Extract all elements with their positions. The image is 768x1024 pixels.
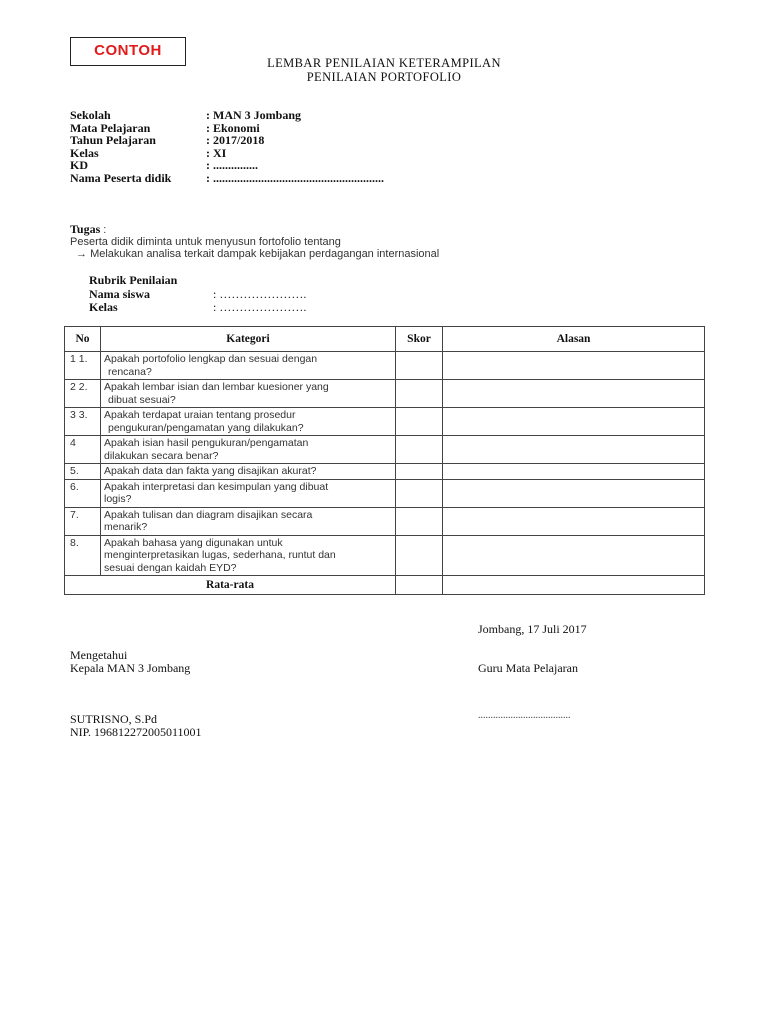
table-row — [65, 380, 705, 408]
row-kategori — [101, 436, 396, 464]
document-title-line2: PENILAIAN PORTOFOLIO — [306, 70, 462, 84]
info-row-tahun — [70, 134, 384, 147]
contoh-stamp: CONTOH — [70, 37, 186, 66]
kategori-line: menarik? — [104, 521, 148, 533]
mengetahui-label: Mengetahui — [70, 648, 128, 662]
kepala-title: Kepala MAN 3 Jombang — [70, 661, 191, 675]
row-skor-cell[interactable] — [396, 352, 443, 380]
row-kategori — [101, 380, 396, 408]
row-kategori — [101, 352, 396, 380]
info-value: : ............... — [206, 158, 258, 172]
table-row — [65, 464, 705, 480]
rubrik-kelas-value: : …………………. — [213, 300, 307, 314]
row-alasan-cell[interactable] — [443, 535, 705, 576]
tugas-item-text: Melakukan analisa terkait dampak kebijakan perdagangan internasional — [90, 248, 440, 260]
row-alasan-cell[interactable] — [443, 479, 705, 507]
table-row — [65, 436, 705, 464]
row-skor-cell[interactable] — [396, 436, 443, 464]
info-row-kd — [70, 159, 384, 172]
row-no: 3 3. — [65, 408, 101, 436]
tugas-colon: : — [100, 224, 107, 236]
kategori-line: rencana? — [108, 365, 152, 378]
row-kategori — [101, 507, 396, 535]
row-alasan-cell[interactable] — [443, 352, 705, 380]
header-kategori: Kategori — [101, 327, 396, 352]
row-alasan-cell[interactable] — [443, 380, 705, 408]
tugas-text: Peserta didik diminta untuk menyusun fortofolio tentang — [70, 236, 341, 248]
rata-rata-skor-cell[interactable] — [396, 576, 443, 595]
info-row-sekolah — [70, 109, 384, 122]
info-row-nama — [70, 172, 384, 185]
kepala-name: SUTRISNO, S.Pd — [70, 712, 158, 726]
row-alasan-cell[interactable] — [443, 408, 705, 436]
tugas-item — [76, 248, 439, 260]
info-label: Nama Peserta didik — [70, 170, 172, 185]
info-label: Sekolah — [70, 108, 111, 122]
kategori-line: dilakukan secara benar? — [104, 449, 219, 462]
guru-title: Guru Mata Pelajaran — [478, 661, 578, 675]
row-kategori — [101, 464, 396, 480]
kepala-nip: NIP. 196812272005011001 — [70, 725, 202, 739]
rubrik-nama-label: Nama siswa — [89, 287, 151, 301]
header-skor: Skor — [396, 327, 443, 352]
tugas-heading — [70, 222, 106, 237]
row-no: 7. — [65, 507, 101, 535]
kategori-line: menginterpretasikan lugas, sederhana, runtut dan — [104, 549, 336, 561]
document-title-line1: LEMBAR PENILAIAN KETERAMPILAN — [267, 56, 501, 70]
table-header-row — [65, 327, 705, 352]
kategori-line: Apakah data dan fakta yang disajikan akurat? — [104, 465, 317, 477]
kategori-line: dibuat sesuai? — [108, 393, 176, 406]
arrow-right-icon: → — [76, 248, 87, 260]
tugas-label: Tugas — [70, 222, 101, 236]
identity-block — [70, 109, 384, 184]
row-skor-cell[interactable] — [396, 380, 443, 408]
row-alasan-cell[interactable] — [443, 436, 705, 464]
kategori-line: pengukuran/pengamatan yang dilakukan? — [108, 421, 304, 434]
row-no: 6. — [65, 479, 101, 507]
rubrik-kelas-label: Kelas — [89, 300, 118, 314]
rata-rata-alasan-cell[interactable] — [443, 576, 705, 595]
info-value: : 2017/2018 — [206, 133, 265, 147]
kategori-line: sesuai dengan kaidah EYD? — [104, 561, 237, 574]
rubrik-title: Rubrik Penilaian — [89, 273, 178, 287]
kategori-line: Apakah interpretasi dan kesimpulan yang dibuat — [104, 480, 329, 493]
table-row — [65, 479, 705, 507]
row-no: 4 — [65, 436, 101, 464]
header-alasan: Alasan — [443, 327, 705, 352]
info-label: KD — [70, 158, 88, 172]
table-row — [65, 507, 705, 535]
guru-signature-line: ..................................... — [478, 710, 571, 721]
row-alasan-cell[interactable] — [443, 464, 705, 480]
kategori-line: Apakah bahasa yang digunakan untuk — [104, 536, 283, 549]
row-kategori — [101, 479, 396, 507]
info-value: : ......................................................... — [206, 170, 384, 185]
place-date: Jombang, 17 Juli 2017 — [478, 622, 587, 636]
row-kategori — [101, 535, 396, 576]
kategori-line: Apakah portofolio lengkap dan sesuai dengan — [104, 353, 318, 365]
rubric-table — [64, 326, 705, 595]
row-alasan-cell[interactable] — [443, 507, 705, 535]
info-value: : MAN 3 Jombang — [206, 108, 301, 122]
row-no: 8. — [65, 535, 101, 576]
row-skor-cell[interactable] — [396, 535, 443, 576]
row-no: 2 2. — [65, 380, 101, 408]
rubrik-nama-value: : …………………. — [213, 287, 307, 301]
info-value: : Ekonomi — [206, 120, 260, 135]
info-label: Tahun Pelajaran — [70, 133, 156, 147]
row-skor-cell[interactable] — [396, 479, 443, 507]
row-no: 1 1. — [65, 352, 101, 380]
row-skor-cell[interactable] — [396, 408, 443, 436]
rata-rata-label: Rata-rata — [65, 576, 396, 595]
info-label: Mata Pelajaran — [70, 120, 151, 135]
table-row — [65, 535, 705, 576]
info-value: : XI — [206, 145, 227, 160]
table-row — [65, 408, 705, 436]
kategori-line: Apakah lembar isian dan lembar kuesioner yang — [104, 381, 329, 393]
table-row — [65, 352, 705, 380]
kategori-line: Apakah tulisan dan diagram disajikan secara — [104, 508, 313, 521]
row-skor-cell[interactable] — [396, 464, 443, 480]
row-no: 5. — [65, 464, 101, 480]
row-kategori — [101, 408, 396, 436]
kategori-line: logis? — [104, 493, 132, 505]
kategori-line: Apakah terdapat uraian tentang prosedur — [104, 409, 296, 421]
kategori-line: Apakah isian hasil pengukuran/pengamatan — [104, 437, 309, 449]
row-skor-cell[interactable] — [396, 507, 443, 535]
header-no: No — [65, 327, 101, 352]
table-footer-row — [65, 576, 705, 595]
info-label: Kelas — [70, 145, 99, 160]
